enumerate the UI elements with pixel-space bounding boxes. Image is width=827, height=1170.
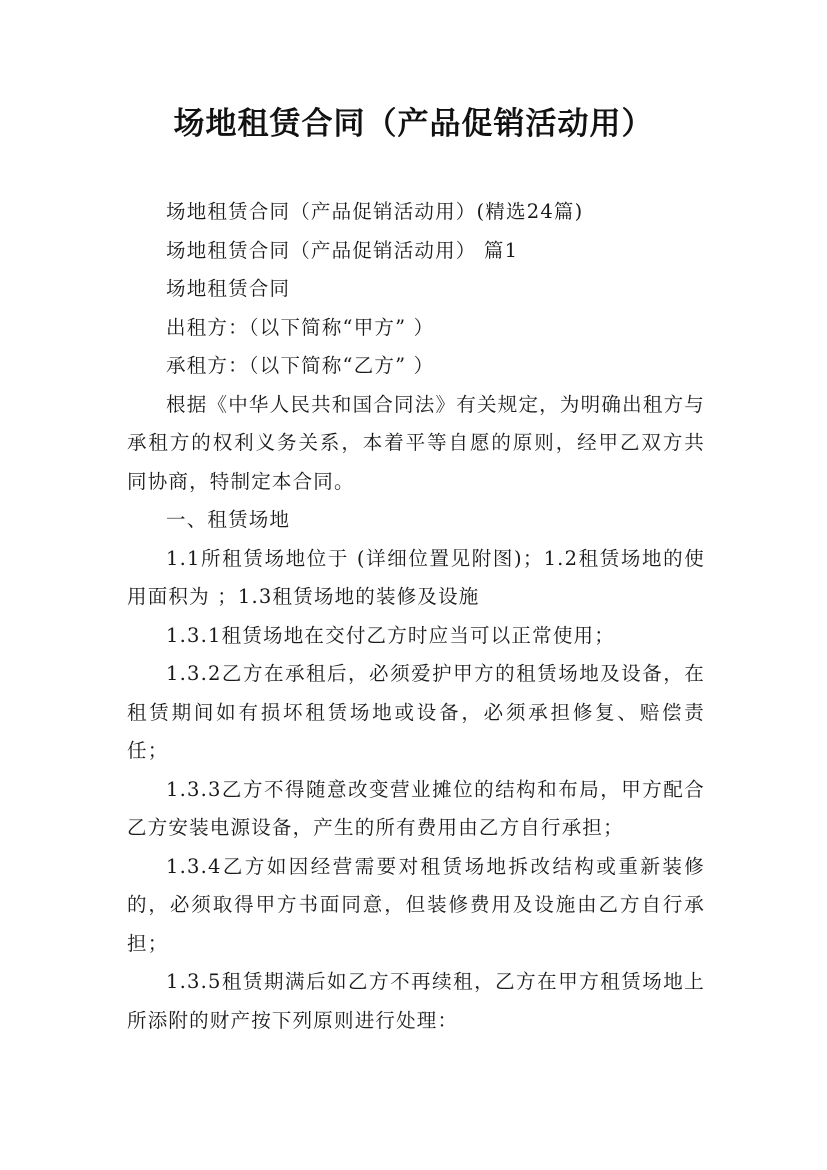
paragraph-article-1-heading: 一、租赁场地	[166, 508, 291, 531]
paragraph-clause-1-3-1: 1.3.1租赁场地在交付乙方时应当可以正常使用；	[166, 623, 615, 647]
paragraph-subtitle: 场地租赁合同（产品促销活动用）(精选24篇)	[166, 200, 584, 223]
paragraph-clause-1-3-4: 1.3.4乙方如因经营需要对租赁场地拆改结构或重新装修的，必须取得甲方书面同意，但装修费用及设施由乙方自行承担；	[127, 854, 705, 955]
paragraph-contract-name: 场地租赁合同	[166, 277, 291, 300]
document-title: 场地租赁合同（产品促销活动用）	[173, 106, 654, 142]
paragraph-section-heading: 场地租赁合同（产品促销活动用） 篇1	[166, 238, 519, 262]
document-body	[127, 193, 705, 1040]
paragraph-clause-1-1: 1.1所租赁场地位于 (详细位置见附图)；1.2租赁场地的使用面积为 ；1.3租赁场地的装修及设施	[127, 546, 705, 608]
paragraph-clause-1-3-5: 1.3.5租赁期满后如乙方不再续租，乙方在甲方租赁场地上所添附的财产按下列原则进行处理：	[127, 970, 705, 1032]
paragraph-clause-1-3-2: 1.3.2乙方在承租后，必须爱护甲方的租赁场地及设备，在租赁期间如有损坏租赁场地或设备，必须承担修复、赔偿责任；	[127, 662, 705, 762]
paragraph-preamble: 根据《中华人民共和国合同法》有关规定，为明确出租方与承租方的权利义务关系，本着平等自愿的原则，经甲乙双方共同协商，特制定本合同。	[127, 392, 705, 493]
paragraph-lessor: 出租方：（以下简称“甲方” ）	[166, 315, 435, 339]
paragraph-lessee: 承租方：（以下简称“乙方” ）	[166, 354, 435, 377]
paragraph-clause-1-3-3: 1.3.3乙方不得随意改变营业摊位的结构和布局，甲方配合乙方安装电源设备，产生的所有费用由乙方自行承担；	[127, 777, 705, 839]
